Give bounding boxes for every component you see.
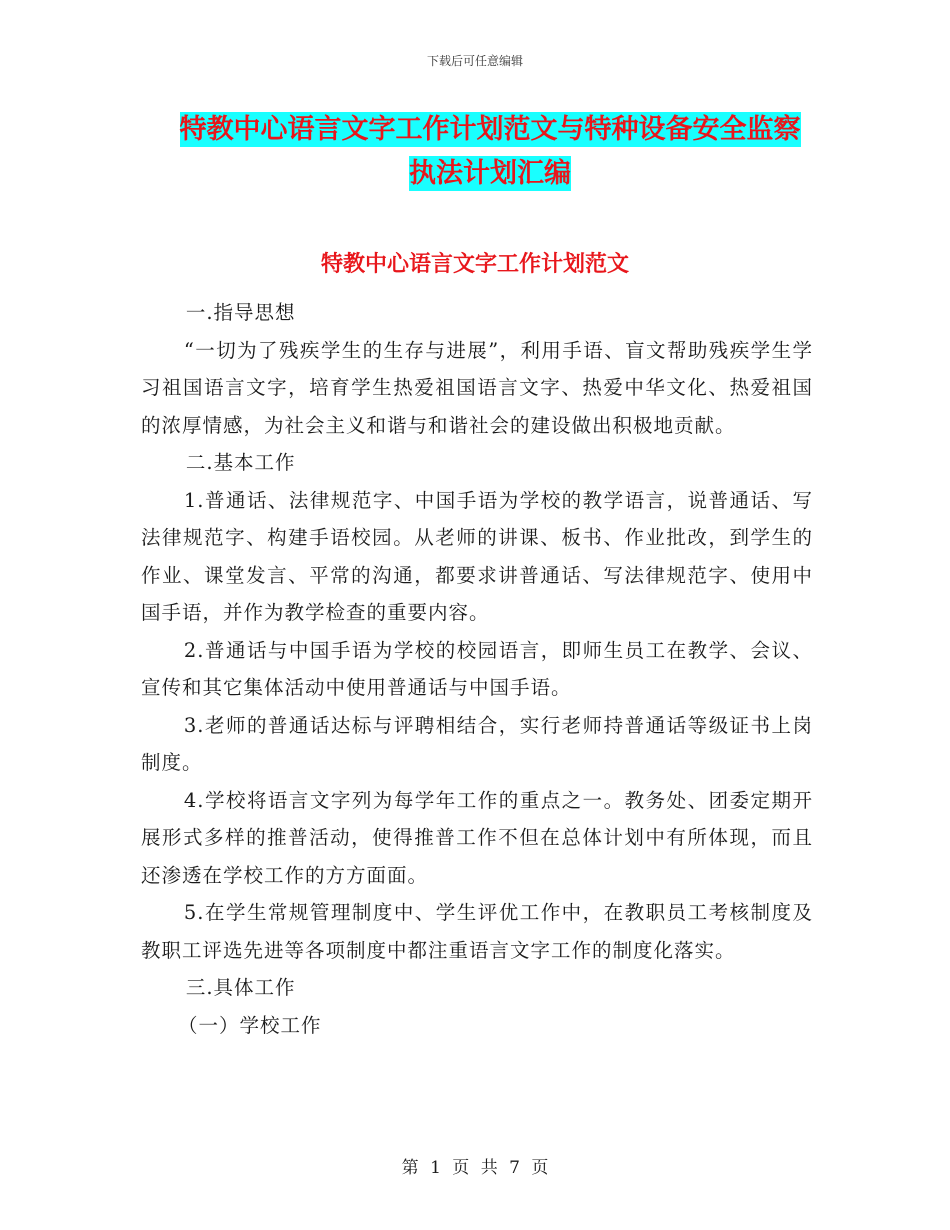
paragraph: 4.学校将语言文字列为每学年工作的重点之一。教务处、团委定期开展形式多样的推普活动，使得推普工作不但在总体计划中有所体现，而且还渗透在学校工作的方方面面。 [141, 788, 813, 887]
heading-basic-work: 二.基本工作 [185, 451, 296, 474]
document-title-line2: 执法计划汇编 [409, 158, 571, 189]
subheading-school-work: （一）学校工作 [178, 1013, 322, 1037]
paragraph: 1.普通话、法律规范字、中国手语为学校的教学语言，说普通话、写法律规范字、构建手语校园。从老师的讲课、板书、作业批改，到学生的作业、课堂发言、平常的沟通，都要求讲普通话、写法律规范字、使用中国手语，并作为教学检查的重要内容。 [141, 488, 813, 624]
document-title [140, 108, 840, 196]
heading-guiding-ideology: 一.指导思想 [185, 301, 296, 324]
paragraph: “一切为了残疾学生的生存与进展”，利用手语、盲文帮助残疾学生学习祖国语言文字，培育学生热爱祖国语言文字、热爱中华文化、热爱祖国的浓厚情感，为社会主义和谐与和谐社会的建设做出积极地贡献。 [141, 338, 813, 437]
heading-specific-work: 三.具体工作 [185, 976, 296, 999]
document-body [141, 294, 813, 1044]
paragraph: 2.普通话与中国手语为学校的校园语言，即师生员工在教学、会议、宣传和其它集体活动中使用普通话与中国手语。 [141, 638, 813, 699]
section-title: 特教中心语言文字工作计划范文 [320, 252, 629, 277]
header-note: 下载后可任意编辑 [426, 54, 523, 68]
paragraph: 3.老师的普通话达标与评聘相结合，实行老师持普通话等级证书上岗制度。 [141, 713, 813, 774]
page-number: 第 1 页 共 7 页 [401, 1158, 549, 1178]
paragraph: 5.在学生常规管理制度中、学生评优工作中，在教职员工考核制度及教职工评选先进等各项制度中都注重语言文字工作的制度化落实。 [141, 901, 813, 962]
document-title-line1: 特教中心语言文字工作计划范文与特种设备安全监察 [179, 114, 801, 145]
